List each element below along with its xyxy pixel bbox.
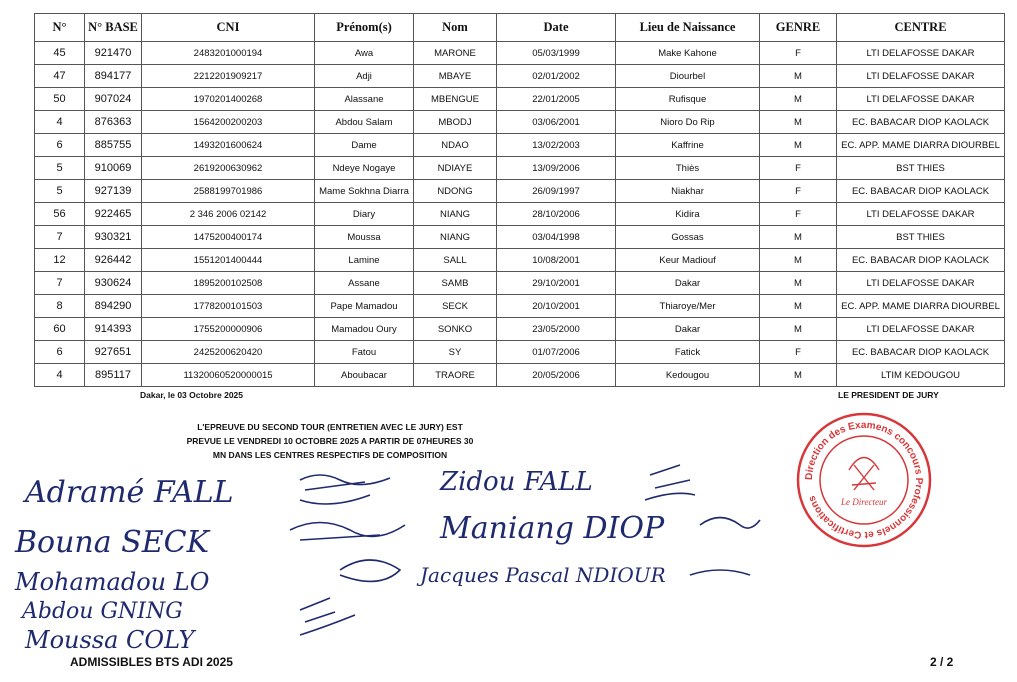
table-row — [35, 65, 1005, 88]
cni-cell: 1970201400268 — [142, 88, 315, 111]
prenoms-cell: Assane — [315, 272, 414, 295]
signature-name: Mohamadou LO — [15, 568, 210, 596]
col-nom-header: Nom — [414, 14, 497, 42]
signature-name: Adramé FALL — [25, 475, 234, 510]
genre-cell: M — [760, 65, 837, 88]
centre-cell: LTI DELAFOSSE DAKAR — [837, 65, 1005, 88]
centre-cell: BST THIES — [837, 226, 1005, 249]
lieu-naissance-cell: Fatick — [616, 341, 760, 364]
stamp-ring-text: Direction des Examens concours Professionnels et Certifications — [803, 419, 925, 541]
centre-cell: EC. BABACAR DIOP KAOLACK — [837, 180, 1005, 203]
lieu-naissance-cell: Dakar — [616, 318, 760, 341]
genre-cell: F — [760, 157, 837, 180]
prenoms-cell: Pape Mamadou — [315, 295, 414, 318]
col-lieu-naissance-header: Lieu de Naissance — [616, 14, 760, 42]
date-cell: 01/07/2006 — [497, 341, 616, 364]
col-prenoms-header: Prénom(s) — [315, 14, 414, 42]
centre-cell: EC. APP. MAME DIARRA DIOURBEL — [837, 134, 1005, 157]
numero-base-cell: 921470 — [85, 42, 142, 65]
numero-cell: 7 — [35, 272, 85, 295]
prenoms-cell: Mamadou Oury — [315, 318, 414, 341]
date-cell: 10/08/2001 — [497, 249, 616, 272]
nom-cell: MBAYE — [414, 65, 497, 88]
lieu-naissance-cell: Diourbel — [616, 65, 760, 88]
prenoms-cell: Aboubacar — [315, 364, 414, 387]
nom-cell: SAMB — [414, 272, 497, 295]
genre-cell: M — [760, 364, 837, 387]
signature-name: Moussa COLY — [25, 626, 195, 654]
admissibles-table — [34, 13, 1005, 387]
centre-cell: LTI DELAFOSSE DAKAR — [837, 88, 1005, 111]
numero-base-cell: 885755 — [85, 134, 142, 157]
date-cell: 22/01/2005 — [497, 88, 616, 111]
nom-cell: MARONE — [414, 42, 497, 65]
numero-cell: 7 — [35, 226, 85, 249]
table-row — [35, 203, 1005, 226]
table-row — [35, 226, 1005, 249]
prenoms-cell: Abdou Salam — [315, 111, 414, 134]
table-row — [35, 42, 1005, 65]
col-numero-header: N° — [35, 14, 85, 42]
svg-text:Direction des Examens concours — [804, 420, 924, 540]
centre-cell: LTI DELAFOSSE DAKAR — [837, 318, 1005, 341]
genre-cell: M — [760, 295, 837, 318]
cni-cell: 1493201600624 — [142, 134, 315, 157]
table-row — [35, 341, 1005, 364]
numero-cell: 56 — [35, 203, 85, 226]
cni-cell: 2 346 2006 02142 — [142, 203, 315, 226]
nom-cell: SONKO — [414, 318, 497, 341]
nom-cell: NDIAYE — [414, 157, 497, 180]
lieu-naissance-cell: Dakar — [616, 272, 760, 295]
lieu-naissance-cell: Thiès — [616, 157, 760, 180]
genre-cell: F — [760, 341, 837, 364]
prenoms-cell: Ndeye Nogaye — [315, 157, 414, 180]
nom-cell: SECK — [414, 295, 497, 318]
numero-cell: 47 — [35, 65, 85, 88]
col-numero-base-header: N° BASE — [85, 14, 142, 42]
centre-cell: EC. APP. MAME DIARRA DIOURBEL — [837, 295, 1005, 318]
signature-name: Zidou FALL — [440, 467, 593, 497]
genre-cell: M — [760, 111, 837, 134]
table-row — [35, 180, 1005, 203]
date-cell: 13/02/2003 — [497, 134, 616, 157]
prenoms-cell: Dame — [315, 134, 414, 157]
date-cell: 29/10/2001 — [497, 272, 616, 295]
centre-cell: LTI DELAFOSSE DAKAR — [837, 42, 1005, 65]
numero-base-cell: 922465 — [85, 203, 142, 226]
prenoms-cell: Diary — [315, 203, 414, 226]
date-cell: 28/10/2006 — [497, 203, 616, 226]
cni-cell: 2619200630962 — [142, 157, 315, 180]
cni-cell: 11320060520000015 — [142, 364, 315, 387]
prenoms-cell: Adji — [315, 65, 414, 88]
numero-cell: 12 — [35, 249, 85, 272]
notice-line: L'EPREUVE DU SECOND TOUR (ENTRETIEN AVEC LE JURY) EST — [197, 422, 463, 432]
table-row — [35, 272, 1005, 295]
numero-base-cell: 926442 — [85, 249, 142, 272]
genre-cell: F — [760, 203, 837, 226]
date-cell: 02/01/2002 — [497, 65, 616, 88]
col-date-header: Date — [497, 14, 616, 42]
date-cell: 03/06/2001 — [497, 111, 616, 134]
table-row — [35, 318, 1005, 341]
nom-cell: SALL — [414, 249, 497, 272]
numero-cell: 4 — [35, 111, 85, 134]
prenoms-cell: Fatou — [315, 341, 414, 364]
genre-cell: M — [760, 318, 837, 341]
numero-base-cell: 894290 — [85, 295, 142, 318]
table-row — [35, 295, 1005, 318]
cni-cell: 2212201909217 — [142, 65, 315, 88]
lieu-naissance-cell: Niakhar — [616, 180, 760, 203]
nom-cell: NIANG — [414, 203, 497, 226]
table-row — [35, 134, 1005, 157]
signature-name: Jacques Pascal NDIOUR — [420, 563, 666, 587]
prenoms-cell: Awa — [315, 42, 414, 65]
col-genre-header: GENRE — [760, 14, 837, 42]
numero-base-cell: 930321 — [85, 226, 142, 249]
numero-base-cell: 930624 — [85, 272, 142, 295]
table-row — [35, 157, 1005, 180]
numero-cell: 60 — [35, 318, 85, 341]
cni-cell: 1755200000906 — [142, 318, 315, 341]
numero-cell: 8 — [35, 295, 85, 318]
footer-title: ADMISSIBLES BTS ADI 2025 — [70, 655, 233, 669]
table-row — [35, 88, 1005, 111]
official-stamp — [794, 410, 934, 550]
cni-cell: 1895200102508 — [142, 272, 315, 295]
genre-cell: F — [760, 180, 837, 203]
centre-cell: EC. BABACAR DIOP KAOLACK — [837, 341, 1005, 364]
numero-base-cell: 907024 — [85, 88, 142, 111]
date-cell: 20/10/2001 — [497, 295, 616, 318]
nom-cell: SY — [414, 341, 497, 364]
cni-cell: 2483201000194 — [142, 42, 315, 65]
centre-cell: EC. BABACAR DIOP KAOLACK — [837, 111, 1005, 134]
genre-cell: M — [760, 272, 837, 295]
date-cell: 23/05/2000 — [497, 318, 616, 341]
date-cell: 05/03/1999 — [497, 42, 616, 65]
page-number: 2 / 2 — [930, 655, 954, 669]
signature-name: Maniang DIOP — [440, 511, 665, 546]
table-row — [35, 364, 1005, 387]
date-cell: 03/04/1998 — [497, 226, 616, 249]
cni-cell: 1475200400174 — [142, 226, 315, 249]
lieu-naissance-cell: Kidira — [616, 203, 760, 226]
president-label: LE PRESIDENT DE JURY — [838, 390, 939, 400]
numero-cell: 5 — [35, 157, 85, 180]
numero-base-cell: 910069 — [85, 157, 142, 180]
centre-cell: EC. BABACAR DIOP KAOLACK — [837, 249, 1005, 272]
numero-base-cell: 927651 — [85, 341, 142, 364]
col-cni-header: CNI — [142, 14, 315, 42]
date-line: Dakar, le 03 Octobre 2025 — [140, 390, 244, 400]
lieu-naissance-cell: Gossas — [616, 226, 760, 249]
signature-name: Abdou GNING — [22, 599, 183, 624]
cni-cell: 1778200101503 — [142, 295, 315, 318]
genre-cell: M — [760, 134, 837, 157]
lieu-naissance-cell: Nioro Do Rip — [616, 111, 760, 134]
prenoms-cell: Moussa — [315, 226, 414, 249]
cni-cell: 1564200200203 — [142, 111, 315, 134]
numero-cell: 4 — [35, 364, 85, 387]
signature-name: Bouna SECK — [15, 525, 209, 560]
lieu-naissance-cell: Make Kahone — [616, 42, 760, 65]
lieu-naissance-cell: Rufisque — [616, 88, 760, 111]
jury-signatures — [0, 440, 780, 655]
table-header-row — [35, 14, 1005, 42]
numero-cell: 5 — [35, 180, 85, 203]
nom-cell: NDONG — [414, 180, 497, 203]
prenoms-cell: Lamine — [315, 249, 414, 272]
genre-cell: M — [760, 249, 837, 272]
stamp-emblem-icon — [849, 458, 879, 491]
col-centre-header: CENTRE — [837, 14, 1005, 42]
date-cell: 13/09/2006 — [497, 157, 616, 180]
nom-cell: NIANG — [414, 226, 497, 249]
centre-cell: LTIM KEDOUGOU — [837, 364, 1005, 387]
table-row — [35, 111, 1005, 134]
numero-base-cell: 895117 — [85, 364, 142, 387]
stamp-center-text: Le Directeur — [841, 497, 887, 507]
lieu-naissance-cell: Kaffrine — [616, 134, 760, 157]
numero-cell: 45 — [35, 42, 85, 65]
numero-base-cell: 876363 — [85, 111, 142, 134]
nom-cell: MBENGUE — [414, 88, 497, 111]
numero-cell: 6 — [35, 341, 85, 364]
nom-cell: TRAORE — [414, 364, 497, 387]
centre-cell: LTI DELAFOSSE DAKAR — [837, 272, 1005, 295]
genre-cell: M — [760, 88, 837, 111]
nom-cell: NDAO — [414, 134, 497, 157]
centre-cell: LTI DELAFOSSE DAKAR — [837, 203, 1005, 226]
prenoms-cell: Mame Sokhna Diarra — [315, 180, 414, 203]
numero-base-cell: 894177 — [85, 65, 142, 88]
centre-cell: BST THIES — [837, 157, 1005, 180]
lieu-naissance-cell: Kedougou — [616, 364, 760, 387]
prenoms-cell: Alassane — [315, 88, 414, 111]
table-body — [35, 42, 1005, 387]
date-cell: 20/05/2006 — [497, 364, 616, 387]
table-row — [35, 249, 1005, 272]
date-cell: 26/09/1997 — [497, 180, 616, 203]
genre-cell: F — [760, 42, 837, 65]
numero-base-cell: 927139 — [85, 180, 142, 203]
notice-line: MN DANS LES CENTRES RESPECTIFS DE COMPOSITION — [212, 450, 448, 460]
cni-cell: 2425200620420 — [142, 341, 315, 364]
lieu-naissance-cell: Thiaroye/Mer — [616, 295, 760, 318]
lieu-naissance-cell: Keur Madiouf — [616, 249, 760, 272]
numero-cell: 6 — [35, 134, 85, 157]
nom-cell: MBODJ — [414, 111, 497, 134]
numero-cell: 50 — [35, 88, 85, 111]
numero-base-cell: 914393 — [85, 318, 142, 341]
cni-cell: 2588199701986 — [142, 180, 315, 203]
genre-cell: M — [760, 226, 837, 249]
cni-cell: 1551201400444 — [142, 249, 315, 272]
notice-line: PREVUE LE VENDREDI 10 OCTOBRE 2025 A PARTIR DE 07HEURES 30 — [186, 436, 474, 446]
